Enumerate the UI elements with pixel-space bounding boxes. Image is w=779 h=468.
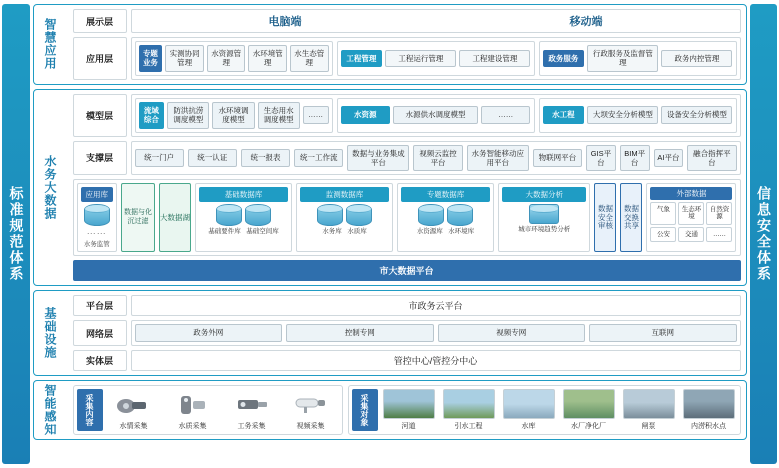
external-data-head: 外部数据	[650, 187, 732, 200]
band-infrastructure	[33, 290, 747, 375]
collection-object-tile[interactable]	[501, 389, 557, 431]
collection-object-tile[interactable]	[621, 389, 677, 431]
presentation-item-pc[interactable]: 电脑端	[268, 16, 302, 28]
band-water-big-data	[33, 89, 747, 287]
collection-content-caption: 水情采集	[119, 422, 148, 430]
data-security-pillar[interactable]: 数据安全审核	[594, 183, 616, 252]
support-item-gis[interactable]: GIS平台	[586, 145, 616, 172]
external-data-block	[646, 183, 736, 252]
app-item-project-operation[interactable]: 工程运行管理	[385, 50, 456, 67]
support-item-video-cloud[interactable]: 视频云监控平台	[413, 145, 462, 172]
model-group-project	[539, 98, 737, 133]
monitor-db-item-2: 水质库	[347, 228, 367, 236]
external-item-more[interactable]: ……	[706, 227, 732, 242]
support-box	[131, 141, 741, 176]
support-item-ai[interactable]: AI平台	[654, 149, 684, 166]
topic-db-head[interactable]: 专题数据库	[401, 187, 490, 202]
sluice-pump-photo	[623, 389, 675, 419]
collection-content-caption: 工务采集	[237, 422, 266, 430]
collection-object-tile[interactable]	[441, 389, 497, 431]
platform-layer-label: 平台层	[73, 295, 127, 316]
external-item-ecology[interactable]: 生态环境	[678, 202, 704, 224]
external-item-transport[interactable]: 交通	[678, 227, 704, 242]
support-item-report[interactable]: 统一报表	[241, 149, 290, 166]
application-row	[73, 37, 741, 80]
water-level-sensor-icon	[111, 389, 157, 419]
monitor-db-item-1: 水务库	[322, 228, 342, 236]
data-architecture-box	[73, 179, 741, 256]
band-title-water-big-data: 水务大数据	[43, 155, 57, 221]
model-group-basin-head[interactable]: 流域综合	[139, 102, 165, 129]
collection-content-tile[interactable]	[224, 389, 280, 431]
model-item-dam-safety[interactable]: 大坝安全分析模型	[587, 106, 658, 123]
analysis-head[interactable]: 大数据分析	[502, 187, 587, 202]
support-item-workflow[interactable]: 统一工作流	[294, 149, 343, 166]
analysis-chart-icon	[529, 204, 559, 224]
external-item-meteorology[interactable]: 气象	[650, 202, 676, 224]
collection-content-label: 采集内容	[77, 389, 103, 431]
app-store-caption: 水务监管	[83, 241, 110, 249]
monitor-db-cylinders	[317, 204, 372, 226]
platform-row	[73, 295, 741, 316]
network-layer-label: 网络层	[73, 320, 127, 345]
network-item-internet[interactable]: 互联网	[589, 324, 737, 341]
support-item-portal[interactable]: 统一门户	[135, 149, 184, 166]
network-box	[131, 320, 741, 345]
app-store-col	[77, 183, 118, 252]
engineering-sensor-icon	[229, 389, 275, 419]
platform-box	[131, 295, 741, 316]
entity-item-control-center[interactable]: 管控中心/管控分中心	[393, 355, 478, 366]
waterlogging-point-photo	[683, 389, 735, 419]
collection-content-tile[interactable]	[106, 389, 162, 431]
app-item-project-construction[interactable]: 工程建设管理	[459, 50, 530, 67]
support-item-integration[interactable]: 数据与业务集成平台	[347, 145, 409, 172]
band-title-perception: 智能感知	[43, 383, 57, 436]
app-item-water-resource[interactable]: 水资源管理	[207, 45, 246, 72]
basic-db-cylinders	[216, 204, 271, 226]
presentation-layer-label: 展示层	[73, 9, 127, 33]
model-group-resource	[337, 98, 535, 133]
analysis-col	[498, 183, 591, 252]
left-rail	[2, 4, 30, 464]
database-cylinder-icon	[245, 204, 271, 226]
water-quality-sensor-icon	[170, 389, 216, 419]
data-exchange-pillar[interactable]: 数据交换共享	[620, 183, 642, 252]
collection-object-tile[interactable]	[381, 389, 437, 431]
network-row	[73, 320, 741, 345]
model-item-supply[interactable]: 水源供水调度模型	[393, 106, 478, 123]
collection-content-tile[interactable]	[165, 389, 221, 431]
band-smart-application	[33, 4, 747, 85]
topic-db-item-2: 水环境库	[448, 228, 475, 236]
presentation-row	[73, 9, 741, 33]
app-item-emergency[interactable]: 实测协同管理	[165, 45, 204, 72]
support-row	[73, 141, 741, 176]
database-cylinder-icon	[346, 204, 372, 226]
analysis-item-1: 城市环境趋势分析	[518, 226, 571, 234]
model-item-basin-more[interactable]: ……	[303, 106, 329, 123]
collection-object-tile[interactable]	[561, 389, 617, 431]
database-cylinder-icon	[317, 204, 343, 226]
collection-object-caption: 水厂净化厂	[571, 422, 606, 430]
presentation-box	[131, 9, 741, 33]
basic-db-item-2: 基础空间库	[246, 228, 279, 236]
external-item-police[interactable]: 公安	[650, 227, 676, 242]
support-item-auth[interactable]: 统一认证	[188, 149, 237, 166]
left-rail-label: 标准规范体系	[8, 186, 25, 282]
entity-row	[73, 350, 741, 371]
right-rail-label: 信息安全体系	[756, 186, 772, 282]
network-item-gov-extranet[interactable]: 政务外网	[135, 324, 283, 341]
monitor-db-head[interactable]: 监测数据库	[300, 187, 389, 202]
app-group-engineering-head[interactable]: 工程管理	[341, 50, 383, 67]
support-item-mobile[interactable]: 水务智能移动应用平台	[467, 145, 529, 172]
topic-db-item-1: 水资源库	[416, 228, 443, 236]
basic-db-col	[195, 183, 292, 252]
water-diversion-photo	[443, 389, 495, 419]
app-group-topic	[135, 41, 333, 76]
entity-box	[131, 350, 741, 371]
database-cylinder-icon	[447, 204, 473, 226]
collection-object-caption: 闸泵	[641, 422, 656, 430]
entity-layer-label: 实体层	[73, 350, 127, 371]
app-item-admin-service[interactable]: 行政服务及监督管理	[587, 45, 658, 72]
data-filter-block[interactable]: 数据与化沉过滤	[121, 183, 155, 252]
presentation-item-mobile[interactable]: 移动端	[569, 16, 603, 28]
topic-db-cylinders	[418, 204, 473, 226]
database-cylinder-icon	[84, 204, 110, 226]
collection-object-label: 采集对象	[352, 389, 378, 431]
model-group-basin	[135, 98, 333, 133]
model-group-project-head[interactable]: 水工程	[543, 106, 585, 123]
app-item-water-eco[interactable]: 水生态管理	[290, 45, 329, 72]
model-box	[131, 94, 741, 137]
support-layer-label: 支撑层	[73, 141, 127, 176]
band-perception	[33, 380, 747, 440]
diagram-center	[33, 4, 747, 464]
platform-item-cloud[interactable]: 市政务云平台	[408, 301, 463, 312]
model-group-resource-head[interactable]: 水资源	[341, 106, 390, 123]
database-cylinder-icon	[418, 204, 444, 226]
app-group-government	[539, 41, 737, 76]
application-layer-label: 应用层	[73, 37, 127, 80]
model-item-equipment-safety[interactable]: 设备安全分析模型	[661, 106, 732, 123]
model-item-eco-water[interactable]: 生态用水调度模型	[258, 102, 300, 129]
model-item-water-env[interactable]: 水环境调度模型	[212, 102, 254, 129]
collection-object-caption: 引水工程	[454, 422, 483, 430]
application-box	[131, 37, 741, 80]
collection-content-tile[interactable]	[283, 389, 339, 431]
city-big-data-platform-bar[interactable]: 市大数据平台	[73, 260, 741, 281]
collection-object-caption: 水库	[521, 422, 536, 430]
support-item-iot[interactable]: 物联网平台	[533, 149, 582, 166]
basic-db-head[interactable]: 基础数据库	[199, 187, 288, 202]
model-item-flood[interactable]: 防洪抗涝调度模型	[167, 102, 209, 129]
app-item-water-env[interactable]: 水环境管理	[248, 45, 287, 72]
water-treatment-plant-photo	[563, 389, 615, 419]
river-photo	[383, 389, 435, 419]
basic-db-item-1: 基础要件库	[208, 228, 241, 236]
right-rail	[750, 4, 778, 464]
model-item-resource-more[interactable]: ……	[481, 106, 530, 123]
network-item-video-network[interactable]: 视频专网	[438, 324, 586, 341]
app-group-engineering	[337, 41, 535, 76]
data-lake-block[interactable]: 大数据湖	[159, 183, 191, 252]
collection-content-caption: 水质采集	[178, 422, 207, 430]
collection-object-tile[interactable]	[681, 389, 737, 431]
collection-object-caption: 内涝积水点	[691, 422, 726, 430]
support-item-bim[interactable]: BIM平台	[620, 145, 650, 172]
collection-content-box	[73, 385, 343, 435]
collection-object-caption: 河道	[401, 422, 416, 430]
app-group-topic-head[interactable]: 专题业务	[139, 45, 163, 72]
topic-db-col	[397, 183, 494, 252]
band-title-infrastructure: 基础设施	[43, 307, 57, 360]
monitor-db-col	[296, 183, 393, 252]
app-store-dots: ⋯⋯	[86, 228, 107, 239]
video-camera-icon	[288, 389, 334, 419]
database-cylinder-icon	[216, 204, 242, 226]
band-title-smart-application: 智慧应用	[43, 18, 57, 71]
model-layer-label: 模型层	[73, 94, 127, 137]
reservoir-photo	[503, 389, 555, 419]
collection-content-caption: 视频采集	[296, 422, 325, 430]
model-row	[73, 94, 741, 137]
support-item-command[interactable]: 融合指挥平台	[687, 145, 736, 172]
collection-object-box	[348, 385, 741, 435]
app-item-internal-control[interactable]: 政务内控管理	[661, 50, 732, 67]
network-item-control-network[interactable]: 控制专网	[286, 324, 434, 341]
app-store-head[interactable]: 应用库	[81, 187, 114, 202]
external-item-natural-resource[interactable]: 自然资源	[706, 202, 732, 224]
app-group-government-head[interactable]: 政务服务	[543, 50, 585, 67]
